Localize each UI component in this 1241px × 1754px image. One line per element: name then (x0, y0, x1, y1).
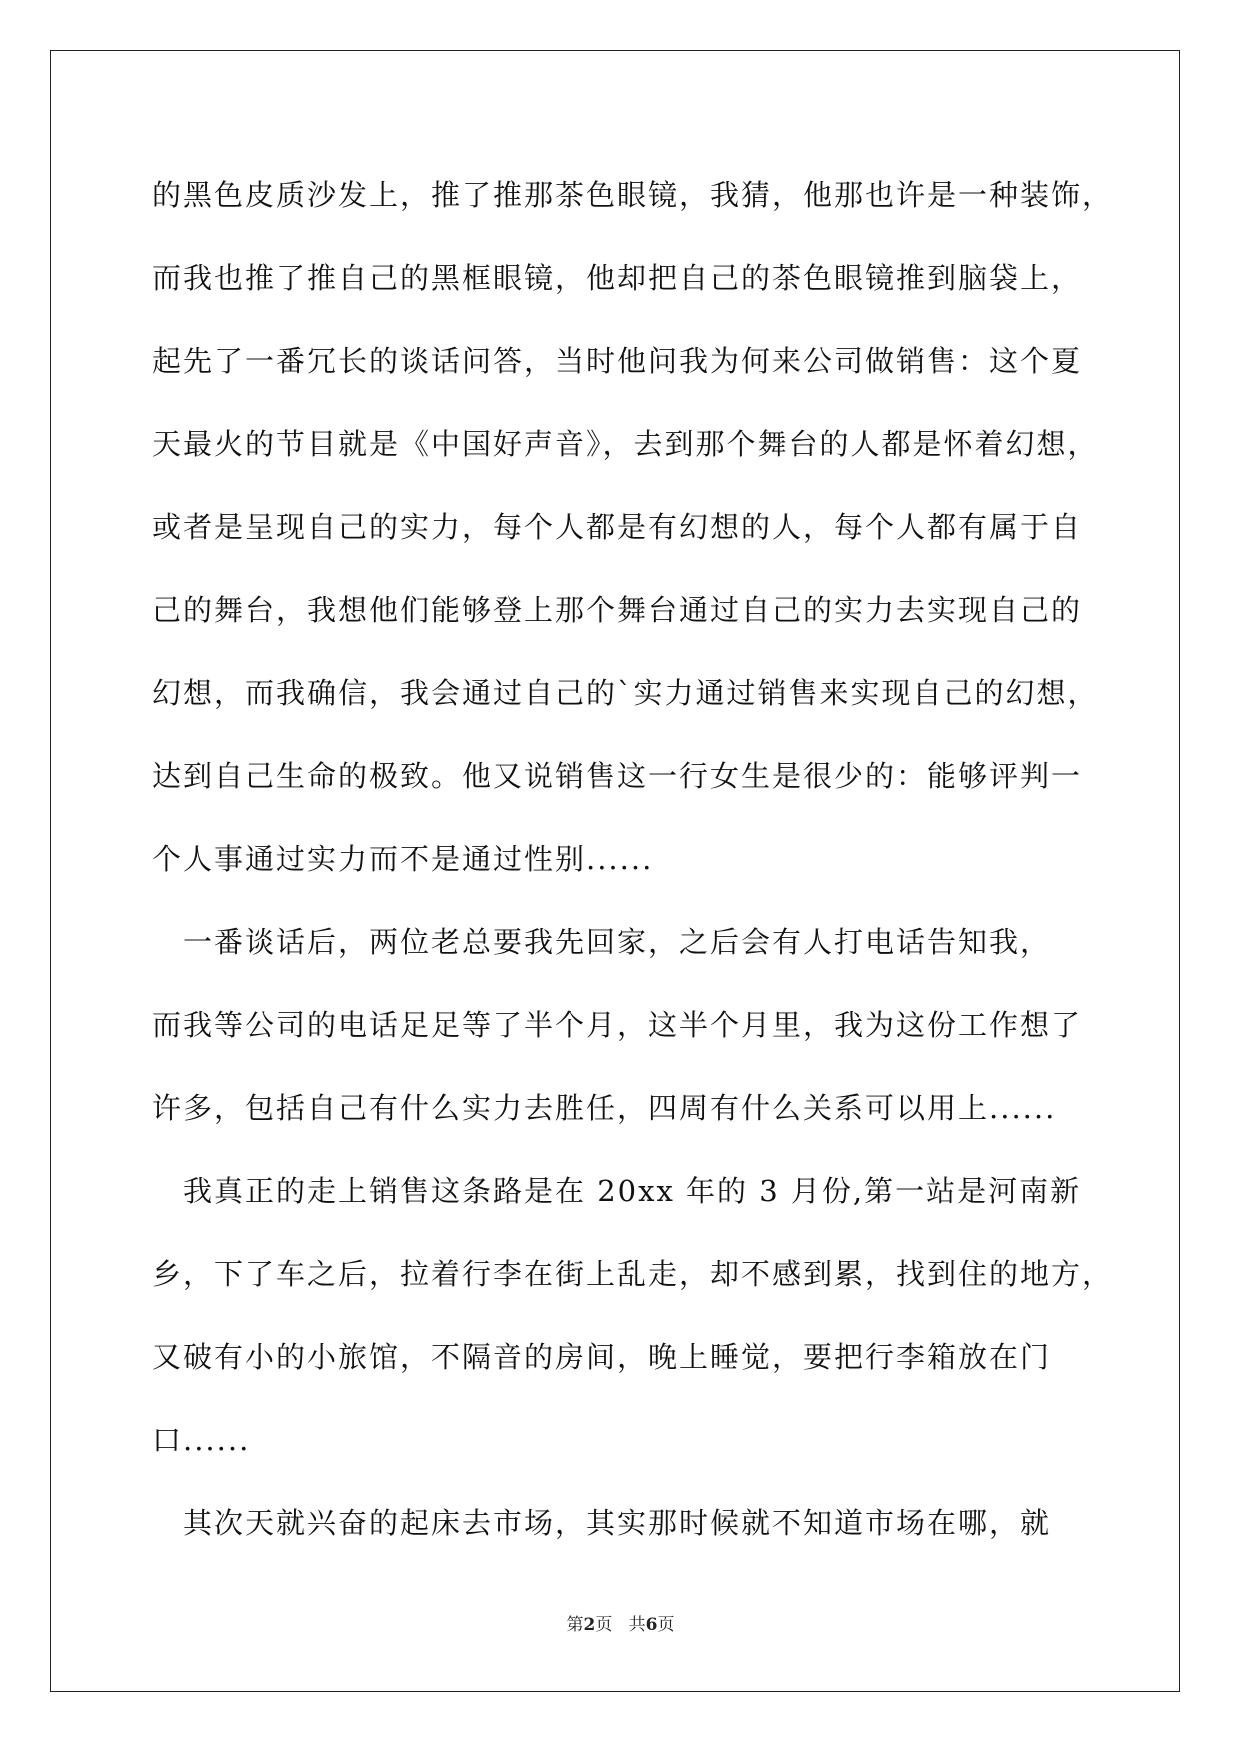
footer-prefix: 第 (566, 1615, 584, 1635)
body-line: 其次天就兴奋的起床去市场，其实那时候就不知道市场在哪，就 (152, 1506, 1052, 1540)
body-line: 的黑色皮质沙发上，推了推那茶色眼镜，我猜，他那也许是一种装饰， (152, 178, 1114, 212)
footer-page-unit: 页 (595, 1615, 613, 1635)
body-line: 我真正的走上销售这条路是在 20xx 年的 3 月份,第一站是河南新 (152, 1174, 1082, 1208)
body-line: 幻想，而我确信，我会通过自己的`实力通过销售来实现自己的幻想， (152, 676, 1099, 710)
body-line: 或者是呈现自己的实力，每个人都是有幻想的人，每个人都有属于自 (152, 510, 1083, 544)
footer-total-prefix: 共 (628, 1615, 646, 1635)
page-number-footer (0, 1610, 1241, 1635)
body-line: 己的舞台，我想他们能够登上那个舞台通过自己的实力去实现自己的 (152, 593, 1083, 627)
body-line: 又破有小的小旅馆，不隔音的房间，晚上睡觉，要把行李箱放在门 (152, 1340, 1052, 1374)
document-body (152, 166, 1112, 1577)
body-line: 天最火的节目就是《中国好声音》，去到那个舞台的人都是怀着幻想， (152, 427, 1099, 461)
current-page-number: 2 (583, 1615, 596, 1635)
body-line: 一番谈话后，两位老总要我先回家，之后会有人打电话告知我， (152, 925, 1052, 959)
total-page-count: 6 (645, 1615, 658, 1635)
body-line: 起先了一番冗长的谈话问答，当时他问我为何来公司做销售：这个夏 (152, 344, 1083, 378)
body-line: 乡，下了车之后，拉着行李在街上乱走，却不感到累，找到住的地方， (152, 1257, 1114, 1291)
body-line: 而我等公司的电话足足等了半个月，这半个月里，我为这份工作想了 (152, 1008, 1083, 1042)
body-line: 而我也推了推自己的黑框眼镜，他却把自己的茶色眼镜推到脑袋上， (152, 261, 1083, 295)
body-line: 个人事通过实力而不是通过性别...... (152, 842, 654, 876)
body-line: 达到自己生命的极致。他又说销售这一行女生是很少的：能够评判一 (152, 759, 1083, 793)
body-line: 许多，包括自己有什么实力去胜任，四周有什么关系可以用上...... (152, 1091, 1057, 1125)
footer-total-unit: 页 (657, 1615, 675, 1635)
body-line: 口...... (152, 1423, 251, 1457)
